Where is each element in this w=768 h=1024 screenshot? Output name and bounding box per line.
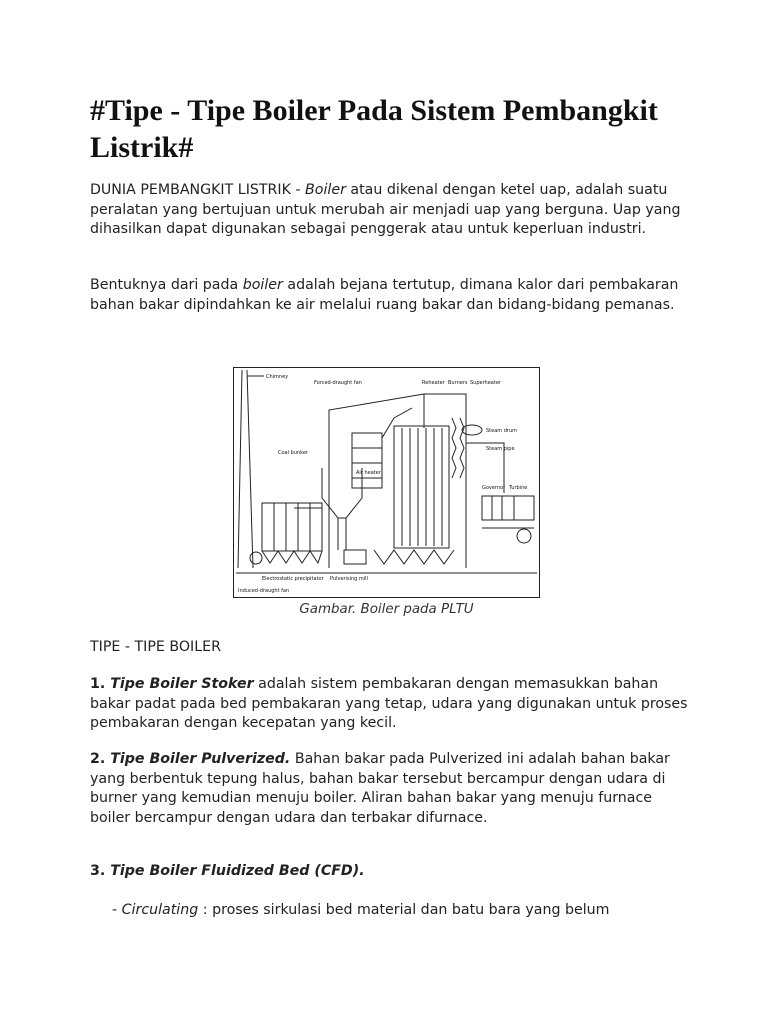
sub-item-dash: - (112, 902, 122, 918)
boiler-diagram-svg (234, 368, 539, 597)
item-text: Bahan bakar pada Pulverized ini adalah bahan bakar yang berbentuk tepung halus, bahan bakar tersebut bercampur dengan udara di burner yang kemudian menuju boiler. Aliran bahan bakar yang menuju furnace boiler bercampur dengan udara dan terbakar difurnace. (90, 751, 670, 826)
list-item (90, 675, 690, 734)
shape-text: adalah bejana tertutup, dimana kalor dari pembakaran bahan bakar dipindahkan ke air melalui ruang bakar dan bidang-bidang pemanas. (90, 277, 679, 313)
sub-item (112, 901, 692, 921)
item-name: Tipe Boiler Pulverized. (110, 751, 291, 767)
label-precipitator: Electrostatic precipitator (262, 576, 324, 582)
label-induced-draught-fan: Induced-draught fan (238, 588, 290, 594)
shape-paragraph (90, 276, 690, 315)
intro-text: atau dikenal dengan ketel uap, adalah suatu peralatan yang bertujuan untuk merubah air menjadi uap yang berguna. Uap yang dihasilkan dapat digunakan sebagai penggerak atau untuk keperluan industri. (90, 182, 681, 238)
item-number: 2. (90, 751, 111, 767)
intro-term: Boiler (305, 182, 346, 198)
label-pulverising-mill: Pulverising mill (330, 576, 368, 582)
sub-item-term: Circulating (121, 902, 199, 918)
label-steam-drum: Steam drum (486, 428, 518, 434)
diagram-labels (238, 374, 527, 594)
shape-lead: Bentuknya dari pada (90, 277, 243, 293)
label-chimney: Chimney (266, 374, 289, 380)
label-forced-draught-fan: Forced-draught fan (314, 380, 362, 386)
label-burners: Burners (448, 380, 468, 386)
item-name: Tipe Boiler Stoker (110, 676, 254, 692)
shape-term: boiler (242, 277, 283, 293)
item-number: 3. (90, 863, 111, 879)
intro-lead: DUNIA PEMBANGKIT LISTRIK - (90, 182, 306, 198)
list-item (90, 750, 690, 828)
label-coal-bunker: Coal bunker (278, 450, 308, 456)
label-governor: Governor (482, 485, 506, 491)
page-title: #Tipe - Tipe Boiler Pada Sistem Pembangkit Listrik# (90, 94, 658, 164)
intro-paragraph (90, 181, 690, 240)
item-text: adalah sistem pembakaran dengan memasukkan bahan bakar padat pada bed pembakaran yang tetap, udara yang digunakan untuk proses pembakaran dengan kecepatan yang kecil. (90, 676, 688, 732)
item-number: 1. (90, 676, 111, 692)
list-item (90, 862, 690, 882)
figure-caption: Gambar. Boiler pada PLTU (299, 602, 474, 617)
label-air-heater: Air heater (356, 470, 381, 476)
label-superheater: Superheater (470, 380, 501, 386)
item-name: Tipe Boiler Fluidized Bed (CFD). (110, 863, 365, 879)
sub-item-text: : proses sirkulasi bed material dan batu bara yang belum (198, 902, 610, 918)
label-reheater: Reheater (422, 380, 445, 386)
section-heading: TIPE - TIPE BOILER (90, 639, 221, 655)
label-turbine: Turbine (509, 485, 528, 491)
label-steam-pipe: Steam pipe (486, 446, 515, 452)
boiler-diagram (233, 367, 540, 598)
